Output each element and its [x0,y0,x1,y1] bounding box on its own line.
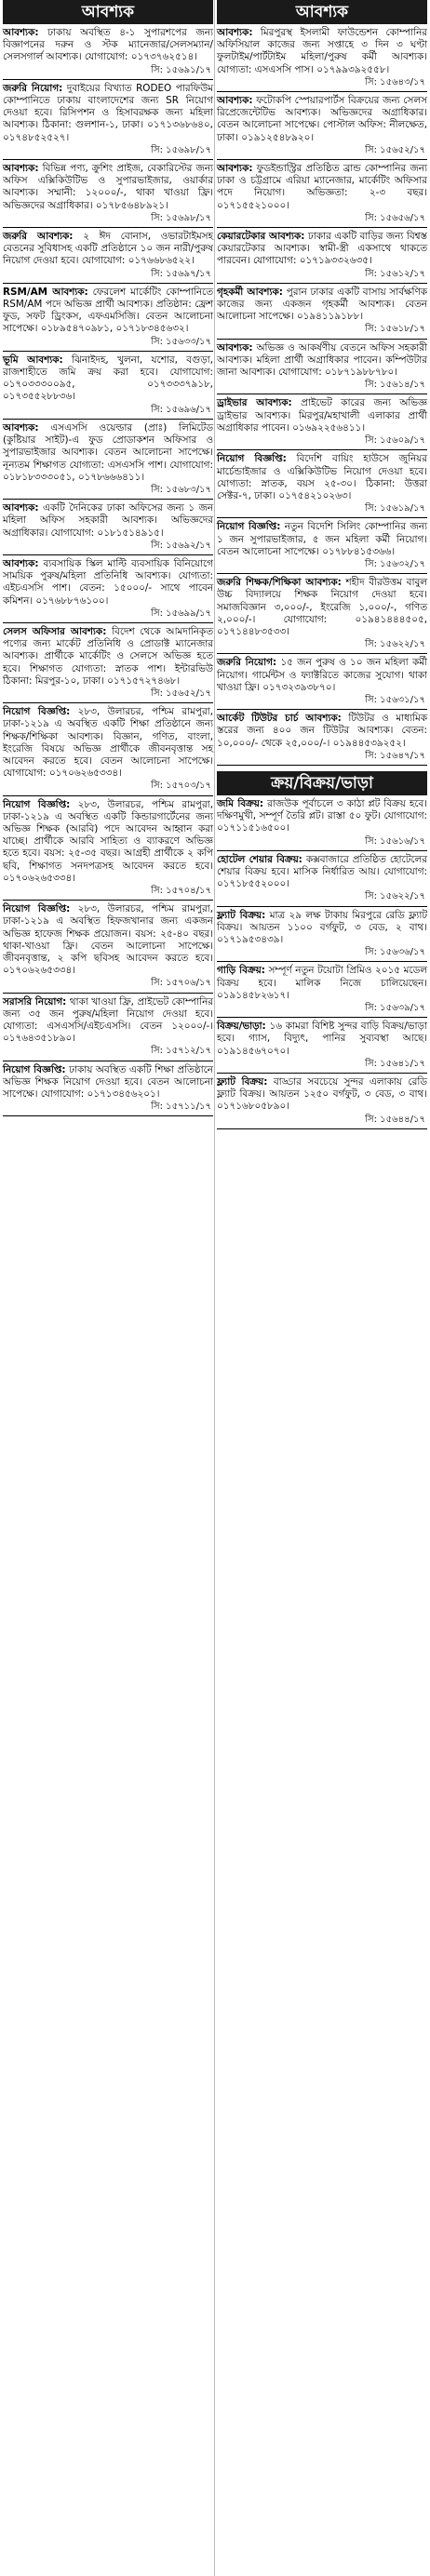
ad-heading: আবশ্যক: [217,163,253,175]
ad-body: ঢাকার একটি বাড়ির জন্য বিশ্বস্ত কেয়ারটেকার আবশ্যক। স্বামী-স্ত্রী একসাথে থাকতে পারবেন। যোগাযোগ: ০১৭১৯৩৩২৬৩৫। [217,231,428,267]
ad-heading: আবশ্যক: [3,421,39,434]
ad-code: সি: ১৫৬১৬/১৭ [365,835,425,847]
ad-code: সি: ১৫৬৫২/১৭ [151,687,211,699]
ad-heading: নিয়োগ বিজ্ঞপ্তি: [3,706,71,718]
ad-body: মিরপুরস্থ ইসলামী ফাউন্ডেশন কোম্পানির অফিসিয়াল কাজের জন্য সপ্তাহে ৩ দিন ৩ ঘণ্টা ফুলটাইম/পার্টটাইম মহিলা/পুরুষ কর্মী আবশ্যক। যোগ্যতা: এসএসসি পাস। ০১৭৯৯৩৯২৫৫৮। [217,27,427,75]
ad-body: ২৮৩, উলারচর, পশ্চিম রামপুরা, ঢাকা-১২১৯ এ অবস্থিত একটি শিক্ষা প্রতিষ্ঠানে জন্য শিক্ষক/শিক্ষিকা আবশ্যক। বিজ্ঞান, গণিত, বাংলা, ইংরেজি বিষয়ে অভিজ্ঞ প্রার্থীকে জীবনবৃত্তান্ত সহ আবেদন করতে হবে। বেতন আলোচনা সাপেক্ষে। যোগাযোগ: ০১৭০৬২৬৫৩৩৪। [3,706,213,780]
ad-heading: গৃহকর্মী আবশ্যক: [217,286,283,298]
ad-code: সি: ১৫৬৩৩/১৭ [151,336,211,347]
ad-code: সি: ১৫৬২২/১৭ [365,891,425,902]
ad-separator [3,993,213,994]
ad-heading: বিক্রয়/ভাড়া: [217,1021,266,1033]
ad-separator [217,1128,427,1129]
classified-ad [217,94,427,158]
section-header-wanted: আবশ্যক [3,0,213,24]
left-column [3,0,213,1118]
ad-code: সি: ১৫৬৩৯/১৭ [365,1003,425,1014]
ad-body: সম্পূর্ণ নতুন টয়োটা প্রিমিও ২০১৫ মডেল বিক্রয় হবে। মালিক নিজে চালিয়েছেন। ০১৯১৪৫৮২৬১৭। [217,965,427,1001]
column-divider [214,0,215,2576]
ad-code: সি: ১৫৬৯৮/১৭ [151,144,211,155]
ad-heading: নিয়োগ বিজ্ঞপ্তি: [3,903,71,915]
ad-heading: জরুরি আবশ্যক: [3,231,74,243]
ad-code: সি: ১৫৬৯৮/১৭ [151,212,211,223]
ad-body: ঝিনাইদহ, খুলনা, যশোর, বগুড়া, রাজশাহীতে জমি ক্রয় করা হবে। যোগাযোগ: ০১৭০৩৩৩০০৯৫, ০১৭৩৩৩৭৯১৮, ০১৭৩৫৫২৮৮৩৬। [3,354,213,403]
classified-ad [3,902,213,991]
ad-body: রাজউক পূর্বাচলে ৩ কাঠা প্লট বিক্রয় হবে। দক্ষিণমুখী, সম্পূর্ণ তৈরি প্লট। রাস্তা ৫০ ফুট। যোগাযোগ: ০১৭১১৫১৬৫০০। [217,797,427,834]
section-header-wanted-right: আবশ্যক [217,0,427,24]
classified-ad [3,286,213,350]
ad-separator [3,702,213,703]
classified-ad [217,576,427,652]
ad-body: দুবাইয়ের বিখ্যাত RODEO পারফিউম কোম্পানিতে ঢাকায় বাংলাদেশের জন্য SR নিয়োগ দেওয়া হবে। রিসিপশন ও হিসাবরক্ষক জন্য মহিলা আবশ্যক। ঠিকানা: গুলশান-১, ঢাকা। ০১৭১৩৬৮৬৪০, ০১৭৪৮৫২৫২৭। [3,82,213,143]
ad-body: এসএসসি ওয়েল্ডার (প্রাঃ) লিমিটেড (কুষ্টিয়ার সাইট)-এ ফুড প্রোডাকশন অফিসার ও সুপারভাইজার আবশ্যক। বেতন আলোচনা সাপেক্ষে। নূন্যতম শিক্ষাগত যোগ্যতা: এসএসসি পাশ। যোগাযোগ: ০১৮১৮৩৩৩০৫১, ০১৭৮৬৬৬৪১১। [3,421,213,483]
left-ads-list [3,26,213,1116]
classified-ad [217,26,427,90]
ad-heading: আবশ্যক: [217,95,253,107]
ad-separator [217,653,427,654]
ad-separator [3,159,213,160]
ad-code: সি: ১৫৬৫৬/১৭ [365,212,425,223]
ad-heading: সেলস অফিসার আবশ্যক: [3,625,107,637]
ad-heading: জরুরি শিক্ষক/শিক্ষিকা আবশ্যক: [217,577,342,589]
ad-heading: আবশ্যক: [3,27,39,38]
ad-separator [3,499,213,500]
ad-separator [217,517,427,518]
ad-code: সি: ১৫৬৯১/১৭ [151,64,211,75]
classified-ad [3,501,213,554]
classified-ad [217,452,427,516]
ad-separator [3,900,213,901]
ad-body: ঢাকায় অবস্থিত একটি শিক্ষা প্রতিষ্ঠানে অভিজ্ঞ শিক্ষক নিয়োগ দেওয়া হবে। বেতন আলোচনা সাপেক্ষে। যোগাযোগ: ০১৭১৩৪৫৬২০১। [3,1063,214,1101]
ad-body: ২৮৩, উলারচর, পশ্চিম রামপুরা, ঢাকা-১২১৯ এ অবস্থিত হিফজখানার জন্য একজন অভিজ্ঞ হাফেজ শিক্ষক প্রয়োজন। বয়স: ২৫-৪০ বছর। থাকা-খাওয়া ফ্রি। বেতন আলোচনা সাপেক্ষে। জীবনবৃত্তান্ত, ২ কপি ছবিসহ আবেদন করতে হবে। ০১৭০৬২৬৫৩৩৪। [3,903,213,977]
ad-heading: জরুরি নিয়োগ: [217,657,277,669]
ad-separator [217,850,427,851]
ad-separator [3,79,213,80]
ad-body: বিদেশি বায়িং হাউসে জুনিয়র মার্চেন্ডাইজার ও এক্সিকিউটিভ নিয়োগ দেওয়া হবে। যোগ্যতা: স্নাতক, বয়স ২৫-৩০। ঠিকানা: উত্তরা সেক্টর-৭, ঢাকা। ০১৭৫৪২১০২৬৩। [217,453,427,501]
ad-heading: আবশ্যক: [3,557,39,569]
ad-body: ২ ঈদ বোনাস, ওভারটাইমসহ বেতনের সুবিধাসহ একটি প্রতিষ্ঠানে ১০ জন নারী/পুরুষ নিয়োগ দেওয়া হবে। যোগাযোগ: ০১৭৬৬৮৬৫২২। [3,231,213,267]
ad-code: সি: ১৫৬০৯/১৭ [365,435,425,447]
ad-code: সি: ১৫৬৯৭/১৭ [151,268,211,279]
ad-heading: কেয়ারটেকার আবশ্যক: [217,231,305,243]
ad-body: ফটোকপি স্পেয়ারপার্টস বিক্রয়ের জন্য সেলস রিপ্রেজেন্টেটিভ আবশ্যক। অভিজ্ঞদের অগ্রাধিকার। বেতন আলোচনা সাপেক্ষে। পোস্টাল অফিস: নীলক্ষেত, ঢাকা। ০১৯১২৫৪৮৯২০। [217,95,427,143]
ad-heading: আবশ্যক: [3,502,39,514]
ad-body: অভিজ্ঞ ও আকর্ষণীয় বেতনে অফিস সহকারী আবশ্যক। মহিলা প্রার্থী অগ্রাধিকার পাবেন। কম্পিউটার জানা আবশ্যক। যোগাযোগ: ০১৮৭১৯৮৮৭৮০। [217,341,427,379]
ad-separator [3,283,213,284]
classified-ad [3,26,213,78]
ad-separator [217,91,427,92]
classified-ad [3,82,213,158]
ad-heading: ভূমি আবশ্যক: [3,354,63,366]
ad-heading: জরুরি নিয়োগ: [3,82,63,94]
ad-separator [217,227,427,228]
ad-heading: জমি বিক্রয়: [217,797,264,809]
ad-separator [3,795,213,796]
classified-ad [3,162,213,226]
ad-body: থাকা খাওয়া ফ্রি, প্রাইভেট কোম্পানির জন্য ৩৫ জন পুরুষ/মহিলা নিয়োগ দেওয়া হবে। যোগ্যতা: এসএসসি/এইচএসসি। বেতন ১২০০০/-। ০১৭৬৪৩৫১৮৯০। [3,995,213,1045]
ad-code: সি: ১৫৬৫২/১৭ [365,144,425,155]
right-ads-list [217,26,427,766]
ad-code: সি: ১৫৬১৪/১৭ [365,380,425,391]
classified-ad [217,1020,427,1072]
ad-body: ১৬ কামরা বিশিষ্ট সুন্দর বাড়ি বিক্রয়/ভাড়া হবে। গ্যাস, বিদ্যুৎ, পানির সুব্যবস্থা আছে। ০১৯১৪৫৬৭০৭০। [217,1021,427,1057]
ad-separator [217,159,427,160]
classified-ad [217,909,427,961]
ad-separator [3,554,213,555]
ad-body: শহীদ বীরউত্তম বাবুল উচ্চ বিদ্যালয়ে শিক্ষক নিয়োগ দেওয়া হবে। সমাজবিজ্ঞান ৩,০০০/-, ইংরেজি ১,০০০/-, গণিত ২,০০০/-। যোগাযোগ: ০১৯৪১৪৪৪৫০৫, ০১৭১৪৪৮৩৫৩৩। [217,577,427,637]
classified-ad [3,995,213,1060]
ad-heading: ফ্ল্যাট বিক্রয়: [217,909,266,921]
ad-heading: আবশ্যক: [3,163,39,175]
ad-separator [217,339,427,340]
ad-body: বিদেশ থেকে আমদানিকৃত পণ্যের জন্য মার্কেট প্রতিনিধি ও প্রোডাক্ট ম্যানেজার আবশ্যক। প্রার্থীকে মার্কেটিং ও সেলসে অভিজ্ঞ হতে হবে। শিক্ষাগত যোগ্যতা: স্নাতক পাশ। ইন্টারভিউ ঠিকানা: মিরপুর-১০, ঢাকা। ০১৭১৫৭২৭৪৬৮। [3,625,213,687]
ad-code: সি: ১৫৭১১/১৭ [151,1101,211,1113]
ad-code: সি: ১৫৭১২/১৭ [151,1046,211,1057]
right-ads2-list [217,797,427,1129]
ad-separator [3,227,213,228]
ad-separator [3,419,213,420]
ad-body: মাত্র ২৯ লক্ষ টাকায় মিরপুরে রেডি ফ্ল্যাট বিক্রয়। আয়তন ১১০০ বর্গফুট, ৩ বেড, ২ বাথ। ০১৭১৯৫৩৪৩৯। [217,909,427,945]
ad-code: সি: ১৫৭০৩/১৭ [151,781,211,792]
section-header-buy-sell-rent: ক্রয়/বিক্রয়/ভাড়া [217,771,427,795]
ad-code: সি: ১৫৬৯৯/১৭ [151,607,211,619]
ad-code: সি: ১৫৬৩৬/১৭ [365,947,425,958]
ad-code: সি: ১৫৭০৪/১৭ [151,886,211,896]
ad-heading: আর্কেট টিউটর চার্চ আবশ্যক: [217,713,342,725]
ad-heading: আবশ্যক: [217,341,253,354]
classified-ad [217,853,427,905]
ad-separator [217,1017,427,1018]
ad-body: ব্যবসায়িক স্কিল মাল্টি ব্যবসায়িক বিনিয়োগে সাময়িক পুরুষ/মহিলা প্রতিনিধি আবশ্যক। যোগ্যতা: এইচএসসি পাশ। বেতন: ১৫০০০/- সাথে পাবেন কমিশন। ০১৭৬৮৮৭৬১০০। [3,557,213,607]
ad-code: সি: ১৫৬৮৩/১৭ [151,484,211,495]
ad-separator [3,622,213,623]
ad-separator [217,449,427,450]
ad-separator [217,765,427,766]
classified-ad [217,712,427,764]
classified-ad [217,230,427,282]
ad-separator [217,1073,427,1074]
classified-ad [3,1063,213,1115]
classified-ad [3,230,213,282]
ad-heading: সরাসরি নিয়োগ: [3,995,67,1008]
ad-body: ১৫ জন পুরুষ ও ১০ জন মহিলা কর্মী নিয়োগ। গার্মেন্টস ও ফ্যাক্টরিতে কাজের সুযোগ। থাকা খাওয়া ফ্রি। ০১৭৩২৩৯৩৮৭০। [217,657,427,693]
ad-code: সি: ১৫৬১৯/১৭ [365,503,425,514]
ad-body: ফেরলেশ মার্কেটিং কোম্পানিতে RSM/AM পদে অভিজ্ঞ প্রার্থী আবশ্যক। প্রতিষ্ঠান: ফ্রেশ ফুড, সফট ড্রিংকস, এফএমসিজি। বেতন আলোচনা সাপেক্ষে। ০১৮৯৫৪৭০৯৮১, ০১৭১৮৩৪৫৬৩২। [3,286,213,335]
classified-ad [217,1075,427,1128]
ad-heading: হোটেল শেয়ার বিক্রয়: [217,853,302,865]
ad-code: সি: ১৫৬১৮/১৭ [365,324,425,335]
ad-code: সি: ১৫৬১২/১৭ [365,268,425,279]
classified-ad [217,162,427,226]
ad-body: টিউটর ও মাধ্যমিক স্তরের জন্য ৪০০ জন টিউটর আবশ্যক। বেতন: ১০,০০০/- থেকে ২৫,০০০/-। ০১৯৪৪৫৩৯২৫২। [217,713,427,749]
classified-ad [3,354,213,418]
ad-code: সি: ১৫৬৯৬/১৭ [151,404,211,415]
ad-separator [217,906,427,907]
ad-separator [217,573,427,574]
ad-heading: ড্রাইভার আবশ্যক: [217,397,292,409]
ad-body: নতুন বিদেশি সিলিং কোম্পানির জন্য ১ জন সুপারভাইজার, ৫ জন মহিলা কর্মী নিয়োগ। বেতন আলোচনা সাপেক্ষে। ০১৭৮৮৪১৫৩৬৬। [217,521,427,557]
ad-body: প্রাইভেট কারের জন্য অভিজ্ঞ ড্রাইভার আবশ্যক। মিরপুর/মহাখালী এলাকার প্রার্থী অগ্রাধিকার পাবেন। ০১৬৯২২৫৬৪১১। [217,397,427,434]
ad-code: সি: ১৫৬৪১/১৭ [365,1058,425,1069]
ad-separator [3,351,213,352]
classified-ad [217,520,427,572]
right-column [217,0,427,1131]
ad-code: সি: ১৫৬৩২/১৭ [365,558,425,569]
ad-body: পুরান ঢাকার একটি বাসায় সার্বক্ষণিক কাজের জন্য একজন গৃহকর্মী আবশ্যক। বেতন আলোচনা সাপেক্ষে। ০১৯৪১১৯১৮৮। [217,286,427,323]
ad-heading: আবশ্যক: [217,27,253,38]
ad-heading: নিয়োগ বিজ্ঞপ্তি: [217,453,287,465]
ad-separator [217,961,427,962]
ad-code: সি: ১৫৬৪৭/১৭ [365,750,425,761]
ad-code: সি: ১৫৭০৬/১৭ [151,978,211,989]
ad-code: সি: ১৫৬২২/১৭ [365,639,425,650]
classified-ad [217,341,427,394]
ad-heading: ফ্ল্যাট বিক্রয়: [217,1076,268,1088]
ad-body: কক্সবাজারে প্রতিষ্ঠিত হোটেলের শেয়ার বিক্রয় হবে। মাসিক নির্ধারিত আয়। যোগাযোগ: ০১৭১৮৫৫২০০০। [217,853,427,890]
classified-ad [217,964,427,1016]
ad-body: একটি দৈনিকের ঢাকা অফিসের জন্য ১ জন মহিলা অফিস সহকারী আবশ্যক। অভিজ্ঞদের অগ্রাধিকার। যোগাযোগ: ০১৮১৫১৪৯১৫। [3,502,213,539]
classified-ad [217,286,427,338]
ad-code: সি: ১৫৬৯২/১৭ [151,540,211,551]
classified-ad [3,798,213,900]
ad-separator [3,1115,213,1116]
classified-ad [217,396,427,448]
ad-body: ফুডইন্ডাস্ট্রির প্রতিষ্ঠিত ব্রান্ড কোম্পানির জন্য ঢাকা ও চট্টগ্রামে এরিয়া ম্যানেজার, মার্কেটিং অফিসার পদে নিয়োগ। অভিজ্ঞতা: ২-৩ বছর। ০১৭১৫৫২১০০০। [217,163,427,211]
ad-body: ঢাকায় অবস্থিত ৪-১ সুপারশপের জন্য বিজ্ঞাপনের দরুন ও স্টক ম্যানেজার/সেলসম্যান/সেলসগার্ল আবশ্যক। যোগাযোগ: ০১৭৩৭৬২৫১৪। [3,27,213,63]
ad-code: সি: ১৫৬৩১/১৭ [365,694,425,705]
ad-body: বাড্ডার সবচেয়ে সুন্দর এলাকায় রেডি ফ্ল্যাট বিক্রয়। আয়তন ১২৫০ বর্গফুট, ৩ বেড, ৩ বাথ। ০১৭১৬৮০৫৮৯০। [217,1076,427,1113]
ad-heading: নিয়োগ বিজ্ঞপ্তি: [217,521,281,533]
ad-separator [217,283,427,284]
ad-body: বিভিন্ন পণ্য, ক্রুশিং প্রাইজ, বেকারিস্টের জন্য অফিস এক্সিকিউটিভ ও সুপারভাইজার, ওয়ার্কার আবশ্যক। সম্মানী: ১২০০০/-, থাকা খাওয়া ফ্রি। অভিজ্ঞদের অগ্রাধিকার। ০১৭৮৫৬৪৮৯২১। [3,163,213,211]
classified-ad [3,705,213,794]
ad-heading: নিয়োগ বিজ্ঞপ্তি: [3,798,71,810]
ad-heading: গাড়ি বিক্রয়: [217,965,265,977]
ad-separator [217,709,427,710]
ad-body: ২৮৩, উলারচর, পশ্চিম রামপুরা, ঢাকা-১২১৯ এ অবস্থিত একটি কিন্ডারগার্টেনের জন্য অভিজ্ঞ শিক্ষক (আরবি) পদে আবেদন আহ্বান করা যাচ্ছে। প্রার্থীকে আরবি সাহিত্য ও ব্যাকরণে অভিজ্ঞ হতে হবে। বয়স: ২৫-৩৫ বছর। আগ্রহী প্রার্থীকে ২ কপি ছবি, শিক্ষাগত সনদপত্রসহ আবেদন করতে হবে। ০১৭০৬২৬৫৩৩৪। [3,798,213,884]
ad-code: সি: ১৫৬৪৩/১৭ [365,76,425,87]
classified-ad [217,797,427,849]
ad-heading: নিয়োগ বিজ্ঞপ্তি: [3,1063,66,1075]
classified-ad [3,625,213,701]
classified-ad [217,656,427,708]
ad-heading: RSM/AM আবশ্যক: [3,286,88,298]
classified-ad [3,557,213,621]
ad-code: সি: ১৫৬৪৪/১৭ [365,1114,425,1125]
classified-ad [3,421,213,498]
